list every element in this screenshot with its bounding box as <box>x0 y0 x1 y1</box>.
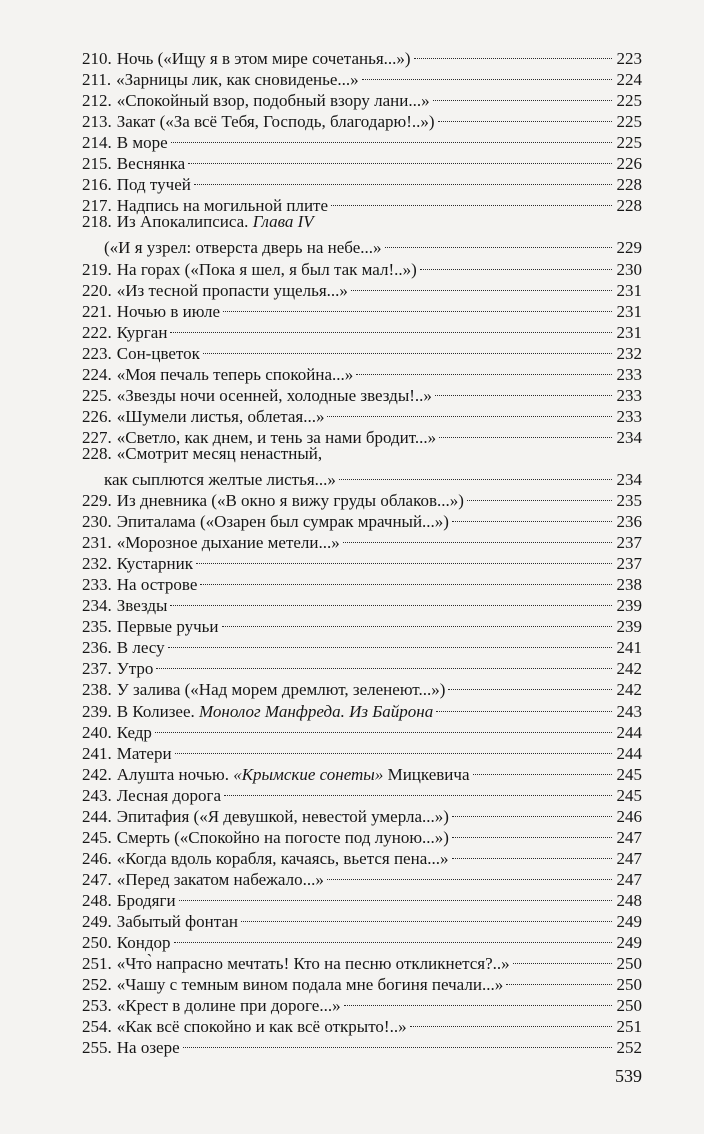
toc-entry-number: 232. <box>82 554 112 574</box>
toc-entry-title-text: Утро <box>116 659 154 679</box>
toc-entry-title-italic: Глава IV <box>252 212 314 232</box>
toc-entry-number: 235. <box>82 617 112 637</box>
dot-leader <box>196 548 612 569</box>
toc-entry-title <box>112 343 200 364</box>
toc-entry-title-italic: «Крымские сонеты» <box>233 764 384 784</box>
toc-entry-page: 231 <box>616 322 642 342</box>
toc-entry-title-text: Эпитафия («Я девушкой, невестой умерла...») <box>116 806 449 826</box>
toc-entry-title-text: «Морозное дыхание метели...» <box>116 533 340 553</box>
toc-entry-page: 247 <box>616 827 642 847</box>
toc-entry-number: 218. <box>82 212 112 232</box>
toc-entry-number: 227. <box>82 427 112 447</box>
dot-leader <box>331 190 612 211</box>
toc-entry <box>82 653 642 679</box>
toc-entry-page: 250 <box>616 975 642 995</box>
toc-entry-title-text: «Зарницы лик, как сновиденье...» <box>116 70 359 90</box>
toc-entry-number: 211. <box>82 70 112 90</box>
dot-leader <box>200 569 612 590</box>
toc-entry-number: 210. <box>82 49 112 69</box>
toc-entry <box>82 674 642 700</box>
toc-entry-number: 228. <box>82 443 112 463</box>
toc-entry-title <box>112 827 449 848</box>
toc-entry-title-text: «Крест в долине при дороге...» <box>116 996 341 1016</box>
dot-leader <box>155 717 612 738</box>
toc-entry-number: 253. <box>82 996 112 1016</box>
toc-entry-title-text: Из дневника («В окно я вижу груды облаков...») <box>116 491 464 511</box>
dot-leader <box>351 275 612 296</box>
toc-entry-page: 230 <box>616 259 642 279</box>
dot-leader <box>435 380 612 401</box>
toc-entry-title <box>112 658 154 679</box>
dot-leader <box>188 148 612 169</box>
dot-leader <box>414 43 612 64</box>
toc-entry-page: 233 <box>616 385 642 405</box>
toc-entry-number: 244. <box>82 806 112 826</box>
toc-entry-title-text: У залива («Над морем дремлют, зеленеют...») <box>116 680 446 700</box>
toc-entry-title-text: «Моя печаль теперь спокойна...» <box>116 364 354 384</box>
toc-entry-title-text: Лесная дорога <box>116 785 222 805</box>
toc-entry-page: 241 <box>616 638 642 658</box>
toc-entry-title: как сыплются желтые листья...» <box>104 469 336 489</box>
toc-entry-title <box>112 322 168 343</box>
toc-entry-page: 245 <box>616 785 642 805</box>
dot-leader <box>452 843 613 864</box>
toc-entry-title-text: Веснянка <box>116 154 186 174</box>
toc-entry-number: 217. <box>82 196 112 216</box>
toc-entry-page: 248 <box>616 890 642 910</box>
toc-entry-page: 234 <box>616 469 642 489</box>
dot-leader <box>222 611 613 632</box>
dot-leader <box>179 885 612 906</box>
dot-leader <box>473 759 613 780</box>
toc-entry-title-text: Забытый фонтан <box>116 911 238 931</box>
toc-entry-page: 245 <box>616 764 642 784</box>
toc-entry-number: 249. <box>82 911 112 931</box>
toc-entry-title <box>112 743 172 764</box>
toc-entry-title <box>112 490 464 511</box>
toc-entry-title <box>112 364 354 385</box>
toc-entry-title <box>112 890 176 911</box>
toc-entry-title-text: Курган <box>116 322 168 342</box>
toc-entry-page: 242 <box>616 659 642 679</box>
toc-entry-page: 237 <box>616 533 642 553</box>
toc-entry-page: 250 <box>616 954 642 974</box>
toc-entry-title-text: Надпись на могильной плите <box>116 196 329 216</box>
toc-entry-title-text: «Когда вдоль корабля, качаясь, вьется пена...» <box>116 848 449 868</box>
toc-entry-number: 254. <box>82 1017 112 1037</box>
toc-entry-number: 243. <box>82 785 112 805</box>
toc-entry-title <box>112 995 341 1016</box>
dot-leader <box>170 590 612 611</box>
toc-entry-page: 231 <box>616 301 642 321</box>
dot-leader <box>436 695 612 716</box>
dot-leader <box>452 801 612 822</box>
toc-entry-number: 216. <box>82 175 112 195</box>
table-of-contents <box>82 43 642 1058</box>
dot-leader <box>506 969 612 990</box>
toc-entry-number: 250. <box>82 933 112 953</box>
toc-entry-title <box>112 722 152 743</box>
dot-leader <box>410 1011 612 1032</box>
toc-entry-title <box>111 69 359 90</box>
toc-entry-title <box>112 153 185 174</box>
toc-entry-title <box>112 932 171 953</box>
dot-leader <box>362 64 612 85</box>
toc-entry-number: 224. <box>82 364 112 384</box>
toc-entry-number: 239. <box>82 701 112 721</box>
dot-leader <box>175 738 612 759</box>
toc-entry-number: 233. <box>82 575 112 595</box>
toc-entry-title <box>112 953 510 974</box>
toc-entry-number: 221. <box>82 301 112 321</box>
toc-entry-number: 242. <box>82 764 112 784</box>
dot-leader <box>467 485 612 506</box>
toc-entry-title-text: В лесу <box>116 638 165 658</box>
toc-entry-title-text: «Чашу с темным вином подала мне богиня печали...» <box>116 975 504 995</box>
toc-entry-page: 225 <box>616 133 642 153</box>
dot-leader <box>223 296 612 317</box>
toc-entry-number: 247. <box>82 869 112 889</box>
dot-leader <box>224 780 612 801</box>
toc-entry-number: 212. <box>82 91 112 111</box>
dot-leader <box>448 674 612 695</box>
toc-entry-page: 225 <box>616 112 642 132</box>
toc-entry-number: 229. <box>82 491 112 511</box>
toc-entry-page: 224 <box>616 70 642 90</box>
toc-entry <box>82 232 642 258</box>
dot-leader <box>183 1032 612 1053</box>
toc-entry <box>82 211 642 232</box>
toc-entry-page: 226 <box>616 154 642 174</box>
toc-entry-title <box>112 406 325 427</box>
dot-leader <box>168 632 612 653</box>
dot-leader <box>452 822 612 843</box>
toc-entry-title-text: На острове <box>116 575 198 595</box>
toc-entry-title-text: «Шумели листья, облетая...» <box>116 406 325 426</box>
page-number: 539 <box>615 1066 642 1086</box>
toc-entry-title-text: «Что̀ напрасно мечтать! Кто на песню откликнется?..» <box>116 954 510 974</box>
toc-entry-title <box>112 806 449 827</box>
toc-entry-title-text: Закат («За всё Тебя, Господь, благодарю!..») <box>116 112 435 132</box>
toc-entry-title-text: На озере <box>116 1038 180 1058</box>
toc-entry <box>82 717 642 742</box>
toc-entry-title-text: Кустарник <box>116 554 193 574</box>
toc-entry-page: 232 <box>616 343 642 363</box>
toc-entry-page: 233 <box>616 406 642 426</box>
toc-entry-title-text: «Как всё спокойно и как всё открыто!..» <box>116 1017 407 1037</box>
toc-entry-title-text: Эпиталама («Озарен был сумрак мрачный...») <box>116 512 449 532</box>
toc-entry-page: 239 <box>616 617 642 637</box>
toc-entry-title-text: «Перед закатом набежало...» <box>116 869 324 889</box>
toc-entry-page: 231 <box>616 280 642 300</box>
toc-entry-title-text: В Колизее. <box>116 701 195 721</box>
toc-entry-page: 247 <box>616 848 642 868</box>
toc-entry-title-text: Алушта ночью. <box>116 764 229 784</box>
toc-entry-title-text: Из Апокалипсиса. <box>116 212 249 232</box>
toc-entry-page: 238 <box>616 575 642 595</box>
toc-entry-page: 234 <box>616 427 642 447</box>
toc-entry-number: 214. <box>82 133 112 153</box>
dot-leader <box>439 422 612 443</box>
toc-entry-number: 215. <box>82 154 112 174</box>
dot-leader <box>385 232 612 253</box>
toc-entry-number: 237. <box>82 659 112 679</box>
toc-entry-number: 241. <box>82 743 112 763</box>
dot-leader <box>356 359 612 380</box>
toc-entry-page: 237 <box>616 554 642 574</box>
toc-entry-title-text: Звезды <box>116 596 168 616</box>
toc-entry-title-text: «Спокойный взор, подобный взору лани...» <box>116 91 430 111</box>
toc-entry-number: 255. <box>82 1038 112 1058</box>
toc-entry-page: 246 <box>616 806 642 826</box>
toc-entry-title-text: «Из тесной пропасти ущелья...» <box>116 280 348 300</box>
toc-entry-title-text: Матери <box>116 743 172 763</box>
dot-leader <box>327 401 612 422</box>
dot-leader <box>513 948 612 969</box>
dot-leader <box>203 338 612 359</box>
toc-entry-page: 247 <box>616 869 642 889</box>
toc-entry-number: 240. <box>82 722 112 742</box>
toc-entry-page: 251 <box>616 1017 642 1037</box>
toc-entry-title <box>112 132 168 153</box>
toc-entry-page: 249 <box>616 933 642 953</box>
toc-entry-number: 248. <box>82 890 112 910</box>
toc-entry-number: 223. <box>82 343 112 363</box>
toc-entry-page: 249 <box>616 911 642 931</box>
dot-leader <box>344 990 612 1011</box>
dot-leader <box>339 464 612 485</box>
toc-entry-page: 228 <box>616 175 642 195</box>
toc-entry-page: 236 <box>616 512 642 532</box>
toc-entry-title <box>112 553 193 574</box>
dot-leader <box>343 527 612 548</box>
toc-entry-number: 213. <box>82 112 112 132</box>
dot-leader <box>327 864 612 885</box>
toc-entry-number: 220. <box>82 280 112 300</box>
toc-entry-page: 244 <box>616 743 642 763</box>
dot-leader <box>241 906 612 927</box>
toc-entry-title-text: На горах («Пока я шел, я был так мал!..») <box>116 259 417 279</box>
toc-entry-number: 225. <box>82 385 112 405</box>
toc-entry-number: 234. <box>82 596 112 616</box>
toc-entry-title-rest: Мицкевича <box>383 764 470 784</box>
toc-entry-page: 242 <box>616 680 642 700</box>
toc-entry-number: 226. <box>82 406 112 426</box>
toc-entry-number: 231. <box>82 533 112 553</box>
toc-entry-number: 219. <box>82 259 112 279</box>
toc-entry-page: 228 <box>616 196 642 216</box>
toc-entry-page: 250 <box>616 996 642 1016</box>
dot-leader <box>433 85 612 106</box>
dot-leader <box>438 106 612 127</box>
toc-entry-title-text: Сон-цветок <box>116 343 200 363</box>
toc-entry-page: 252 <box>616 1038 642 1058</box>
toc-entry-page: 229 <box>616 238 642 258</box>
toc-entry-page: 225 <box>616 91 642 111</box>
dot-leader <box>174 927 613 948</box>
toc-entry-page: 243 <box>616 701 642 721</box>
dot-leader <box>170 317 612 338</box>
toc-entry-title: («И я узрел: отверста дверь на небе...» <box>104 238 382 258</box>
toc-entry-number: 238. <box>82 680 112 700</box>
toc-entry <box>82 464 642 489</box>
toc-entry <box>82 43 642 69</box>
toc-entry-page: 239 <box>616 596 642 616</box>
toc-entry-number: 222. <box>82 322 112 342</box>
toc-entry-title-text: Ночью в июле <box>116 301 221 321</box>
toc-entry-title-text: Ночь («Ищу я в этом мире сочетанья...») <box>116 49 411 69</box>
dot-leader <box>194 169 612 190</box>
toc-entry <box>82 738 642 763</box>
toc-entry-number: 230. <box>82 512 112 532</box>
toc-entry-title <box>112 595 168 616</box>
toc-entry-title <box>112 211 314 232</box>
toc-entry-page: 223 <box>616 49 642 69</box>
toc-entry-number: 246. <box>82 848 112 868</box>
toc-entry-title-text: «Смотрит месяц ненастный, <box>116 443 323 463</box>
toc-entry-title <box>112 679 446 700</box>
toc-entry-title-text: «Звезды ночи осенней, холодные звезды!..» <box>116 385 432 405</box>
toc-entry-title-text: «Светло, как днем, и тень за нами бродит...» <box>116 427 437 447</box>
toc-entry-title-italic: Монолог Манфреда. Из Байрона <box>199 701 434 721</box>
toc-entry-title-text: Бродяги <box>116 890 176 910</box>
toc-entry-title <box>112 443 322 464</box>
toc-entry-number: 252. <box>82 975 112 995</box>
toc-entry-page: 233 <box>616 364 642 384</box>
toc-entry-title <box>112 785 221 806</box>
dot-leader <box>452 506 612 527</box>
toc-entry-number: 236. <box>82 638 112 658</box>
toc-entry-title-text: Первые ручьи <box>116 617 219 637</box>
dot-leader <box>156 653 612 674</box>
toc-entry-title-text: Под тучей <box>116 175 191 195</box>
dot-leader <box>420 253 612 274</box>
toc-entry-page: 244 <box>616 722 642 742</box>
toc-entry-title <box>112 90 430 111</box>
toc-entry-title-text: Кедр <box>116 722 152 742</box>
toc-entry-page: 235 <box>616 491 642 511</box>
toc-entry-title-text: Кондор <box>116 933 171 953</box>
toc-entry-title-text: В море <box>116 133 168 153</box>
dot-leader <box>171 127 612 148</box>
toc-entry-title <box>112 174 191 195</box>
toc-entry-number: 245. <box>82 827 112 847</box>
toc-entry-title-text: Смерть («Спокойно на погосте под луною...») <box>116 827 449 847</box>
toc-entry-number: 251. <box>82 954 112 974</box>
toc-entry-title <box>112 1037 180 1058</box>
